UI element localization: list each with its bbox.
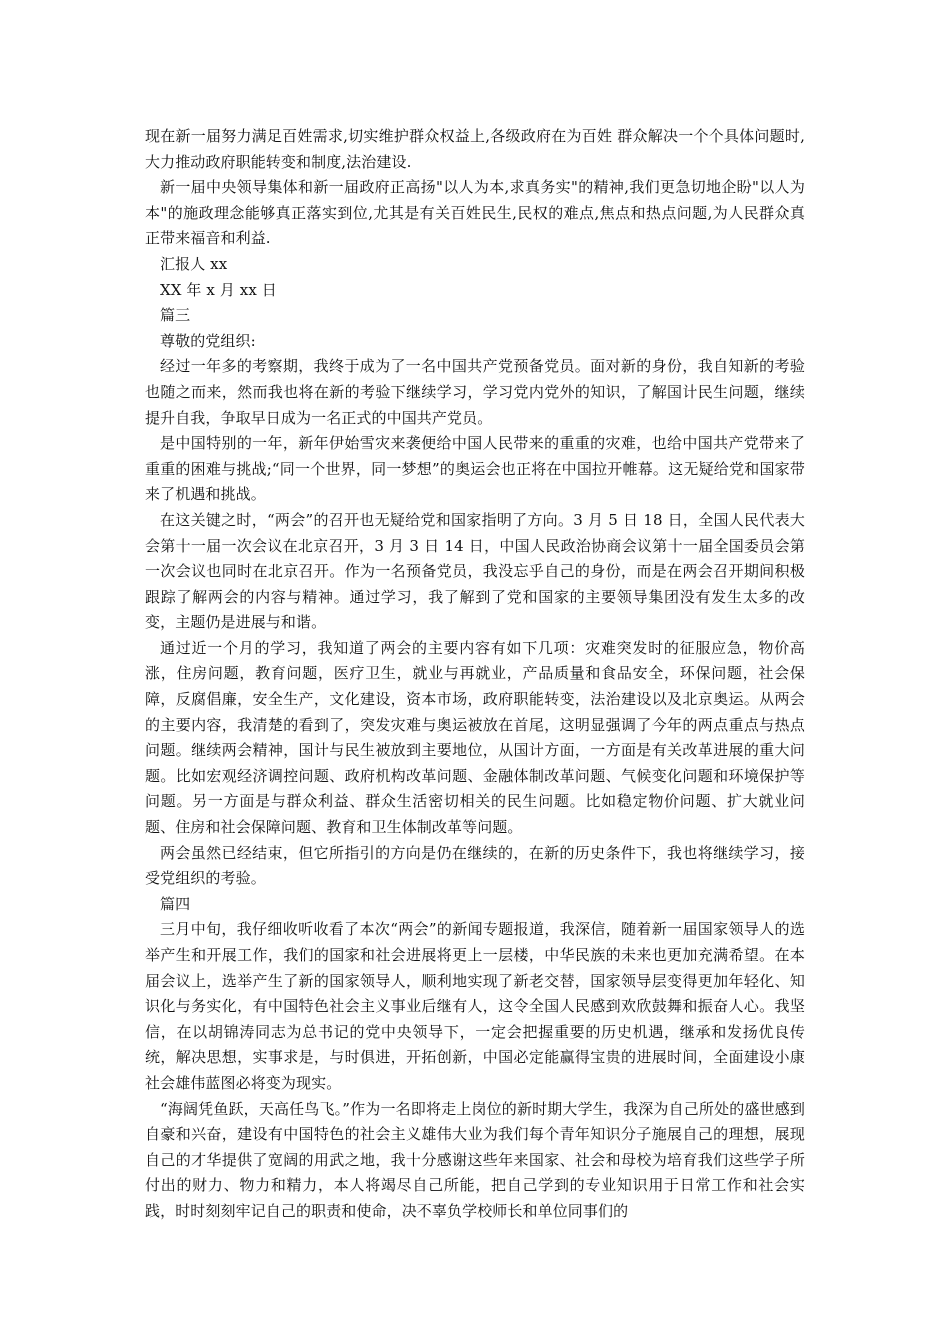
paragraph-6: 通过近一个月的学习，我知道了两会的主要内容有如下几项：灾难突发时的征服应急，物价高涨，住房问题，教育问题，医疗卫生，就业与再就业，产品质量和食品安全，环保问题，社会保障，反腐倡廉，安全生产，文化建设，资本市场，政府职能转变，法治建设以及北京奥运。从两会的主要内容，我清楚的看到了，突发灾难与奥运被放在首尾，这明显强调了今年的两点重点与热点问题。继续两会精神，国计与民生被放到主要地位，从国计方面，一方面是有关改革进展的重大问题。比如宏观经济调控问题、政府机构改革问题、金融体制改革问题、气候变化问题和环境保护等问题。另一方面是与群众利益、群众生活密切相关的民生问题。比如稳定物价问题、扩大就业问题、住房和社会保障问题、教育和卫生体制改革等问题。 xyxy=(145,638,805,837)
paragraph-8: 三月中旬，我仔细收听收看了本次“两会”的新闻专题报道，我深信，随着新一届国家领导人的选举产生和开展工作，我们的国家和社会进展将更上一层楼，中华民族的未来也更加充满希望。在本届会议上，选举产生了新的国家领导人，顺利地实现了新老交替，国家领导层变得更加年轻化、知识化与务实化，有中国特色社会主义事业后继有人，这令全国人民感到欢欣鼓舞和振奋人心。我坚信，在以胡锦涛同志为总书记的党中央领导下，一定会把握重要的历史机遇，继承和发扬优良传统，解决思想，实事求是，与时俱进，开拓创新，中国必定能赢得宝贵的进展时间，全面建设小康社会雄伟蓝图必将变为现实。 xyxy=(145,920,805,1092)
paragraph-7: 两会虽然已经结束，但它所指引的方向是仍在继续的，在新的历史条件下，我也将继续学习，接受党组织的考验。 xyxy=(145,843,805,888)
paragraph-9: “海阔凭鱼跃，天高任鸟飞。”作为一名即将走上岗位的新时期大学生，我深为自己所处的盛世感到自豪和兴奋，建设有中国特色的社会主义雄伟大业为我们每个青年知识分子施展自己的理想，展现自己的才华提供了宽阔的用武之地，我十分感谢这些年来国家、社会和母校为培育我们这些学子所付出的财力、物力和精力，本人将竭尽自己所能，把自己学到的专业知识用于日常工作和社会实践，时时刻刻牢记自己的职责和使命，决不辜负学校师长和单位同事们的 xyxy=(145,1099,805,1220)
reporter-line: 汇报人 xx xyxy=(160,254,228,273)
document-page xyxy=(145,124,805,1225)
paragraph-5: 在这关键之时，“两会”的召开也无疑给党和国家指明了方向。3 月 5 日 18 日，全国人民代表大会第十一届一次会议在北京召开，3 月 3 日 14 日，中国人民政治协商会议第十一届全国委员会第一次会议也同时在北京召开。作为一名预备党员，我没忘乎自己的身份，而是在两会召开期间积极跟踪了解两会的内容与精神。通过学习，我了解到了党和国家的主要领导集团没有发生太多的改变，主题仍是进展与和谐。 xyxy=(145,510,805,632)
paragraph-3: 经过一年多的考察期，我终于成为了一名中国共产党预备党员。面对新的身份，我自知新的考验也随之而来，然而我也将在新的考验下继续学习，学习党内党外的知识，了解国计民生问题，继续提升自我，争取早日成为一名正式的中国共产党员。 xyxy=(145,357,805,427)
paragraph-1: 现在新一届努力满足百姓需求,切实维护群众权益上,各级政府在为百姓 群众解决一个个具体问题时,大力推动政府职能转变和制度,法治建设. xyxy=(145,127,805,171)
paragraph-2: 新一届中央领导集体和新一届政府正高扬"以人为本,求真务实"的精神,我们更急切地企盼"以人为本"的施政理念能够真正落实到位,尤其是有关百姓民生,民权的难点,焦点和热点问题,为人民群众真正带来福音和利益. xyxy=(145,178,805,248)
section-heading-3: 篇三 xyxy=(160,306,191,325)
paragraph-4: 是中国特别的一年，新年伊始雪灾来袭便给中国人民带来的重重的灾难，也给中国共产党带来了重重的困难与挑战;“同一个世界，同一梦想”的奥运会也正将在中国拉开帷幕。这无疑给党和国家带来了机遇和挑战。 xyxy=(145,434,805,504)
salutation: 尊敬的党组织: xyxy=(160,331,256,350)
date-line: XX 年 x 月 xx 日 xyxy=(160,280,277,299)
section-heading-4: 篇四 xyxy=(160,894,191,913)
